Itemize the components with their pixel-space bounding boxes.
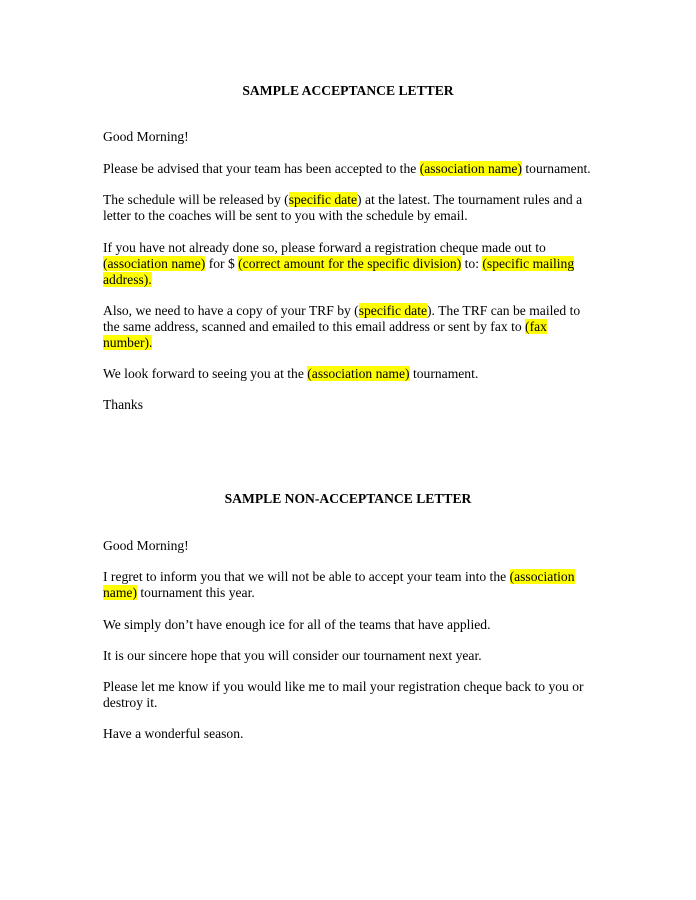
non-acceptance-greeting: Good Morning!	[103, 538, 189, 553]
text-run: to:	[461, 256, 483, 271]
acceptance-closing: Thanks	[103, 397, 144, 412]
acceptance-greeting: Good Morning!	[103, 129, 189, 144]
text-run: We look forward to seeing you at the	[103, 366, 308, 381]
acceptance-paragraph-4	[103, 303, 591, 351]
non-acceptance-closing: Have a wonderful season.	[103, 726, 244, 741]
highlighted-placeholder: specific date	[288, 192, 358, 207]
text-run: ) at the latest. The tournament rules and a letter to the coaches will be sent to you with the schedule by email.	[103, 192, 583, 223]
non-acceptance-paragraph-2: We simply don’t have enough ice for all of the teams that have applied.	[103, 617, 491, 632]
acceptance-paragraph-5	[103, 366, 603, 382]
acceptance-paragraph-1	[103, 161, 603, 177]
highlighted-placeholder: (association name)	[307, 366, 410, 381]
text-run: I regret to inform you that we will not be able to accept your team into the	[103, 569, 510, 584]
text-run: for $	[205, 256, 239, 271]
acceptance-paragraph-3	[103, 240, 591, 288]
highlighted-placeholder: (association name)	[103, 569, 575, 600]
highlighted-placeholder: specific date	[358, 303, 428, 318]
non-acceptance-paragraph-1	[103, 569, 585, 601]
non-acceptance-paragraph-3: It is our sincere hope that you will consider our tournament next year.	[103, 648, 482, 663]
highlighted-placeholder: (association name)	[103, 256, 206, 271]
acceptance-letter-title: SAMPLE ACCEPTANCE LETTER	[242, 83, 454, 98]
text-run: Please be advised that your team has been accepted to the	[103, 161, 420, 176]
acceptance-paragraph-2	[103, 192, 593, 224]
text-run: tournament.	[409, 366, 479, 381]
highlighted-placeholder: (correct amount for the specific division)	[238, 256, 462, 271]
highlighted-placeholder: (association name)	[419, 161, 522, 176]
text-run: ). The TRF can be mailed to the same address, scanned and emailed to this email address or sent by fax to	[103, 303, 581, 334]
non-acceptance-letter-title: SAMPLE NON-ACCEPTANCE LETTER	[224, 491, 472, 506]
text-run: tournament.	[521, 161, 591, 176]
non-acceptance-paragraph-4: Please let me know if you would like me to mail your registration cheque back to you or destroy it.	[103, 679, 584, 710]
text-run: Also, we need to have a copy of your TRF by (	[103, 303, 359, 318]
text-run: tournament this year.	[136, 585, 255, 600]
highlighted-placeholder: (fax number).	[103, 319, 547, 350]
text-run: If you have not already done so, please forward a registration cheque made out to	[103, 240, 546, 255]
text-run: The schedule will be released by (	[103, 192, 289, 207]
highlighted-placeholder: (specific mailing address).	[103, 256, 575, 287]
